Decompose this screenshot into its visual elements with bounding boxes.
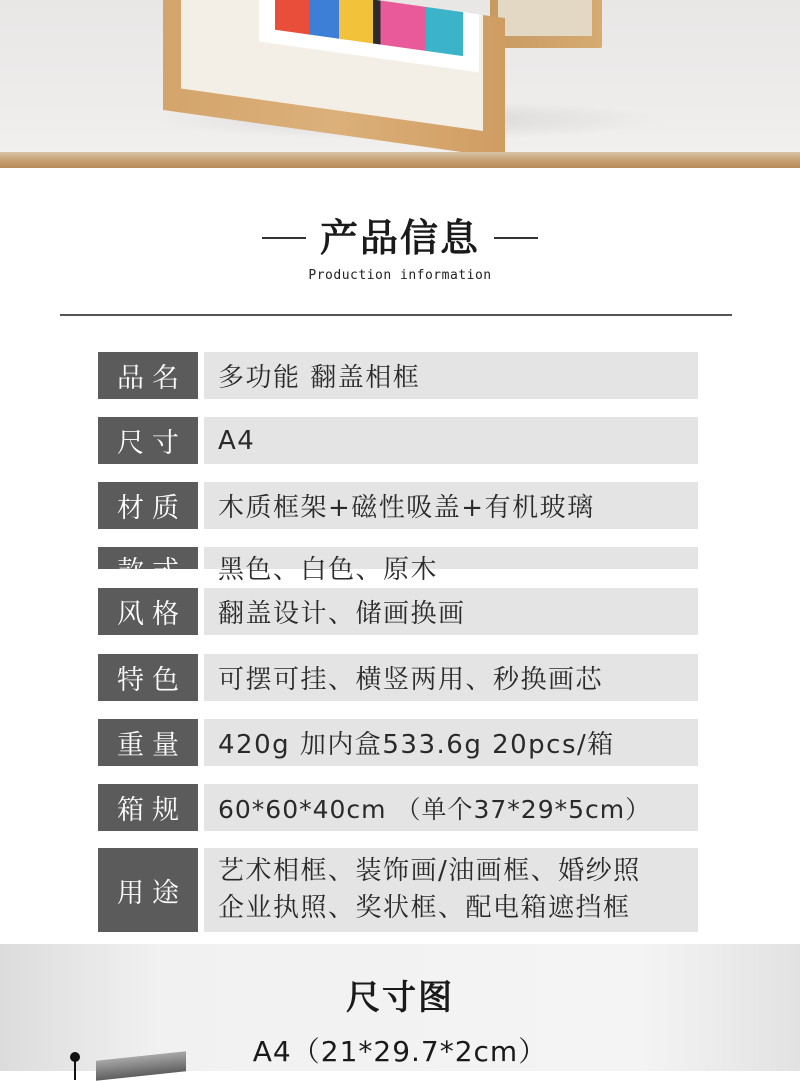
info-row-carton bbox=[98, 784, 698, 831]
info-value: 多功能 翻盖相框 bbox=[204, 352, 698, 399]
info-row-weight bbox=[98, 719, 698, 766]
info-value: 可摆可挂、横竖两用、秒换画芯 bbox=[204, 654, 698, 701]
wood-shelf bbox=[0, 152, 800, 168]
info-label: 特色 bbox=[98, 654, 198, 701]
usage-line-2: 企业执照、奖状框、配电箱遮挡框 bbox=[218, 893, 631, 923]
info-label: 重量 bbox=[98, 719, 198, 766]
info-row-material bbox=[98, 482, 698, 529]
info-label: 箱规 bbox=[98, 784, 198, 831]
info-value: 420g 加内盒533.6g 20pcs/箱 bbox=[204, 719, 698, 766]
info-label: 用途 bbox=[98, 848, 198, 932]
info-label: 风格 bbox=[98, 588, 198, 635]
divider bbox=[60, 314, 732, 316]
info-row-style-cut bbox=[98, 547, 698, 587]
usage-line-1: 艺术相框、装饰画/油画框、婚纱照 bbox=[218, 856, 641, 886]
info-row-size bbox=[98, 417, 698, 464]
heading-dash-right bbox=[494, 237, 538, 239]
info-value: 黑色、白色、原木 bbox=[204, 547, 698, 569]
info-row-name bbox=[98, 352, 698, 399]
info-label: 款式 bbox=[98, 547, 198, 569]
info-value bbox=[204, 848, 698, 932]
info-row-usage bbox=[98, 848, 698, 932]
size-chart-dimension: A4（21*29.7*2cm） bbox=[252, 1035, 548, 1068]
dimension-marker-line bbox=[74, 1060, 76, 1080]
info-row-feature bbox=[98, 654, 698, 701]
info-label: 尺寸 bbox=[98, 417, 198, 464]
info-value: A4 bbox=[204, 417, 698, 464]
info-value: 翻盖设计、储画换画 bbox=[204, 588, 698, 635]
info-label: 材质 bbox=[98, 482, 198, 529]
frame-back-image bbox=[490, 0, 602, 48]
info-row-design bbox=[98, 588, 698, 635]
section-title: 产品信息 bbox=[319, 216, 480, 260]
info-value: 60*60*40cm （单个37*29*5cm） bbox=[204, 784, 698, 831]
size-chart-section bbox=[0, 944, 800, 1071]
heading-dash-left bbox=[262, 237, 306, 239]
info-value: 木质框架+磁性吸盖+有机玻璃 bbox=[204, 482, 698, 529]
section-subtitle: Production information bbox=[308, 268, 492, 283]
info-label: 品名 bbox=[98, 352, 198, 399]
section-heading bbox=[0, 214, 800, 283]
product-photo bbox=[0, 0, 800, 168]
size-chart-title: 尺寸图 bbox=[346, 978, 454, 1018]
